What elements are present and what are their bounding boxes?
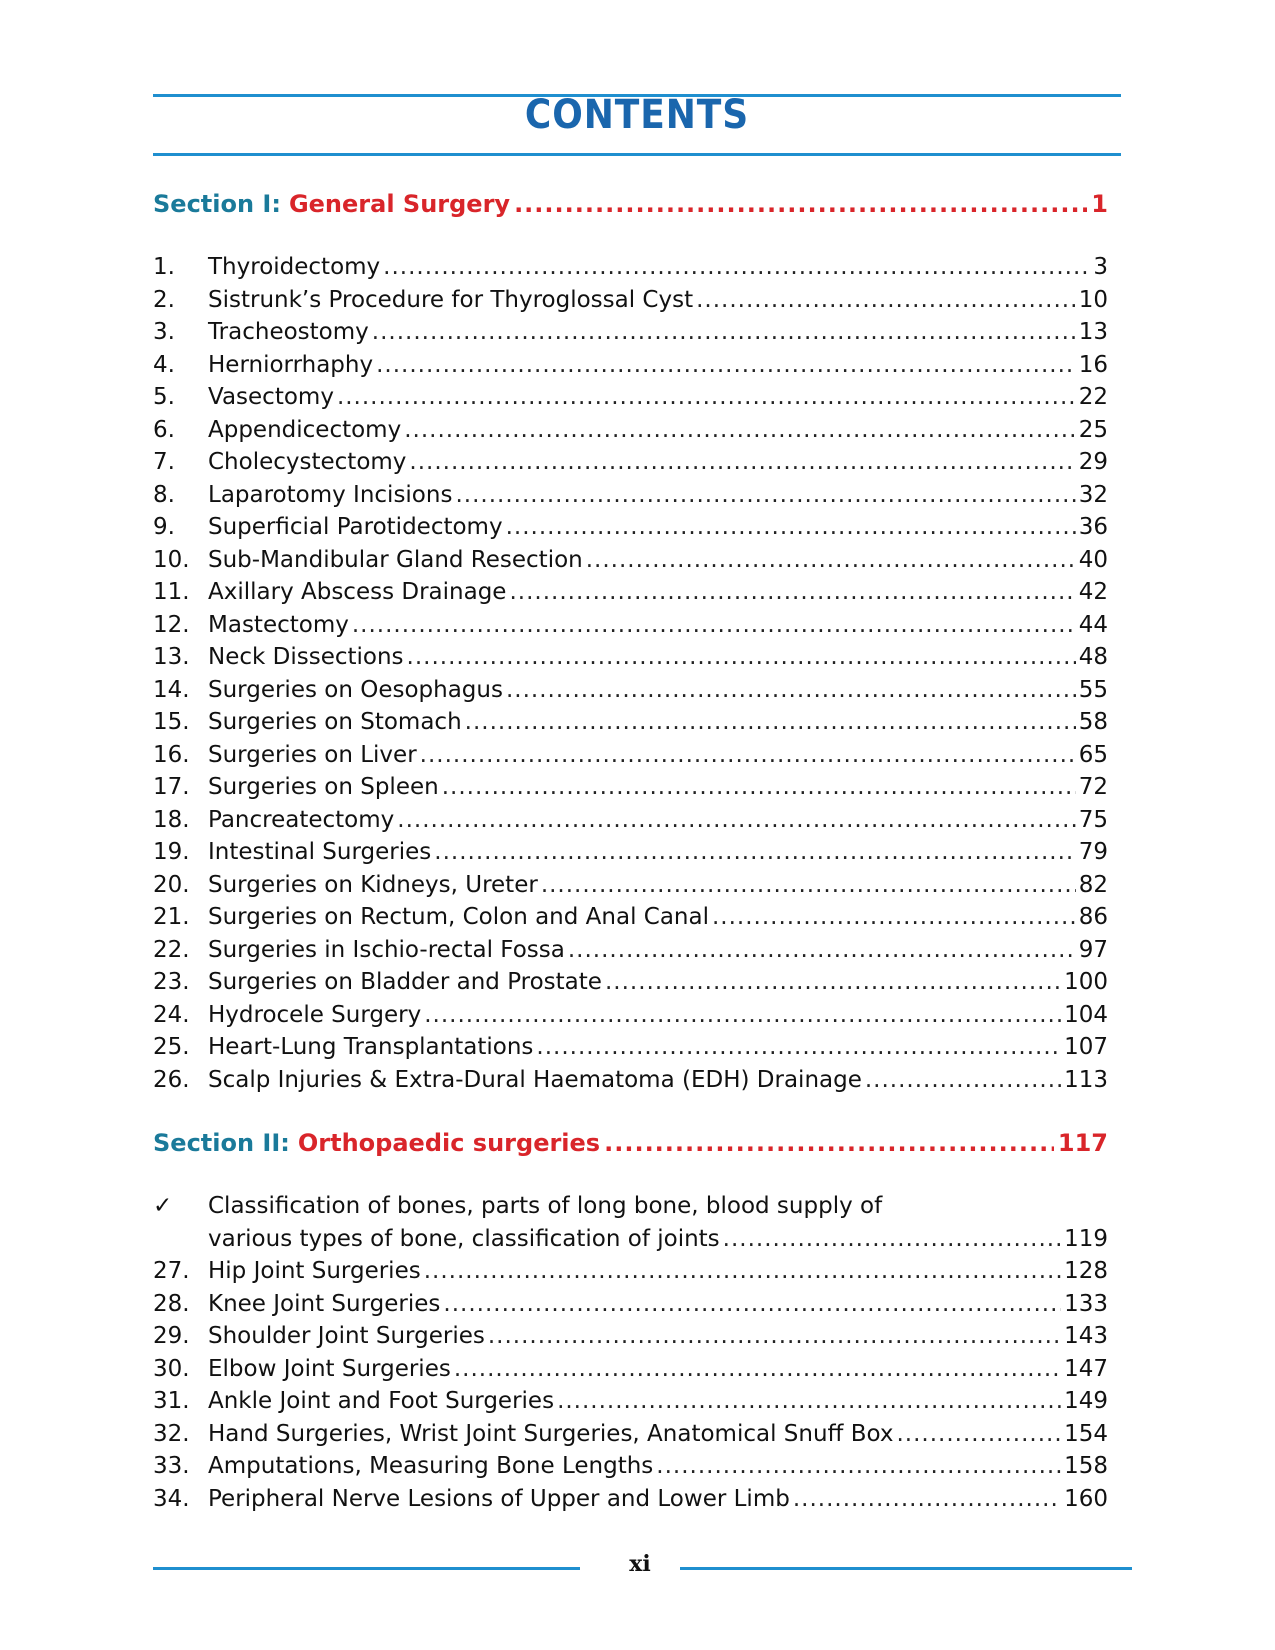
entry-title: Appendicectomy bbox=[208, 416, 402, 443]
toc-entry[interactable] bbox=[153, 579, 1108, 612]
entry-number: 7. bbox=[153, 449, 175, 475]
entry-page: 32 bbox=[1078, 481, 1108, 508]
dot-leader bbox=[723, 1226, 1061, 1252]
entry-number: 27. bbox=[153, 1258, 190, 1284]
entry-page: 75 bbox=[1078, 806, 1108, 833]
entry-title: Herniorrhaphy bbox=[208, 351, 374, 378]
entry-title: Peripheral Nerve Lesions of Upper and Lower Limb bbox=[208, 1485, 790, 1512]
entry-title: Scalp Injuries & Extra-Dural Haematoma (EDH) Drainage bbox=[208, 1066, 862, 1093]
entry-title: Amputations, Measuring Bone Lengths bbox=[208, 1453, 654, 1479]
entry-page: 97 bbox=[1078, 936, 1108, 963]
section-items bbox=[153, 1258, 1108, 1518]
entry-title: Shoulder Joint Surgeries bbox=[208, 1323, 485, 1349]
dot-leader bbox=[337, 384, 1076, 410]
dot-leader bbox=[514, 190, 1087, 218]
entry-title: Elbow Joint Surgeries bbox=[208, 1355, 451, 1382]
entry-title: Surgeries on Kidneys, Ureter bbox=[208, 871, 538, 898]
dot-leader bbox=[605, 969, 1061, 995]
toc-entry[interactable] bbox=[153, 1258, 1108, 1291]
dot-leader bbox=[793, 1486, 1061, 1512]
page-number: xi bbox=[629, 1551, 651, 1577]
dot-leader bbox=[586, 547, 1076, 573]
toc-entry[interactable] bbox=[153, 1034, 1108, 1067]
dot-leader bbox=[397, 807, 1075, 833]
entry-number: 20. bbox=[153, 871, 190, 898]
toc-entry[interactable] bbox=[153, 384, 1108, 417]
entry-page: 65 bbox=[1078, 741, 1108, 768]
dot-leader bbox=[506, 514, 1076, 540]
toc-entry[interactable] bbox=[153, 1323, 1108, 1356]
dot-leader bbox=[506, 677, 1076, 703]
entry-title: Hip Joint Surgeries bbox=[208, 1258, 421, 1284]
check-icon: ✓ bbox=[153, 1193, 173, 1219]
entry-page: 10 bbox=[1078, 286, 1108, 313]
entry-page: 29 bbox=[1078, 449, 1108, 475]
entry-number: 32. bbox=[153, 1420, 190, 1447]
dot-leader bbox=[557, 1388, 1061, 1414]
section-page: 1 bbox=[1091, 190, 1108, 218]
dot-leader bbox=[352, 612, 1076, 638]
toc-entry[interactable] bbox=[153, 1388, 1108, 1421]
entry-title: Sistrunk’s Procedure for Thyroglossal Cyst bbox=[208, 286, 694, 313]
entry-number: 22. bbox=[153, 936, 190, 963]
toc-entry[interactable] bbox=[153, 514, 1108, 547]
toc-entry[interactable] bbox=[153, 677, 1108, 710]
entry-title: Neck Dissections bbox=[208, 644, 404, 670]
entry-page: 36 bbox=[1078, 514, 1108, 540]
dot-leader bbox=[488, 1323, 1061, 1349]
entry-title: Tracheostomy bbox=[208, 319, 369, 345]
toc-entry[interactable] bbox=[153, 742, 1108, 775]
page-title: CONTENTS bbox=[524, 92, 750, 138]
entry-title: Ankle Joint and Foot Surgeries bbox=[208, 1388, 555, 1414]
entry-page: 149 bbox=[1064, 1388, 1108, 1414]
toc-entry[interactable] bbox=[153, 352, 1108, 385]
entry-page: 160 bbox=[1064, 1485, 1108, 1512]
dot-leader bbox=[454, 1356, 1061, 1382]
title-underline bbox=[153, 153, 1121, 156]
entry-page: 44 bbox=[1078, 611, 1108, 638]
entry-title: Superficial Parotidectomy bbox=[208, 514, 503, 540]
entry-number: 18. bbox=[153, 806, 190, 833]
entry-page: 72 bbox=[1078, 774, 1108, 800]
toc-entry[interactable] bbox=[153, 482, 1108, 515]
entry-number: 25. bbox=[153, 1034, 190, 1060]
entry-page: 42 bbox=[1078, 579, 1108, 605]
entry-page: 58 bbox=[1078, 709, 1108, 735]
dot-leader bbox=[509, 579, 1075, 605]
section-label: Section II: bbox=[153, 1129, 290, 1157]
entry-number: 16. bbox=[153, 741, 190, 768]
dot-leader bbox=[409, 449, 1075, 475]
dot-leader bbox=[420, 742, 1076, 768]
entry-page: 16 bbox=[1078, 351, 1108, 378]
entry-page: 40 bbox=[1078, 546, 1108, 573]
toc-entry[interactable] bbox=[153, 872, 1108, 905]
entry-number: 31. bbox=[153, 1388, 190, 1414]
dot-leader bbox=[568, 937, 1076, 963]
entry-number: 12. bbox=[153, 611, 190, 638]
entry-page: 79 bbox=[1078, 839, 1108, 865]
entry-page: 113 bbox=[1064, 1066, 1108, 1093]
entry-title: Surgeries on Liver bbox=[208, 741, 417, 768]
dot-leader bbox=[424, 1258, 1061, 1284]
toc-entry[interactable] bbox=[153, 709, 1108, 742]
entry-title: Surgeries on Spleen bbox=[208, 774, 439, 800]
toc-entry[interactable] bbox=[153, 1002, 1108, 1035]
section-name: Orthopaedic surgeries bbox=[297, 1129, 601, 1157]
toc-entry[interactable] bbox=[153, 612, 1108, 645]
dot-leader bbox=[604, 1129, 1054, 1157]
dot-leader bbox=[865, 1067, 1061, 1093]
dot-leader bbox=[712, 904, 1076, 930]
entry-number: 17. bbox=[153, 774, 190, 800]
entry-title: Surgeries on Rectum, Colon and Anal Canal bbox=[208, 904, 709, 930]
entry-title: Heart-Lung Transplantations bbox=[208, 1034, 534, 1060]
toc-entry[interactable] bbox=[153, 774, 1108, 807]
entry-page: 143 bbox=[1064, 1323, 1108, 1349]
entry-title: Hydrocele Surgery bbox=[208, 1001, 422, 1028]
toc-entry[interactable] bbox=[153, 937, 1108, 970]
dot-leader bbox=[696, 287, 1076, 313]
entry-page: 154 bbox=[1064, 1420, 1108, 1447]
entry-title: Axillary Abscess Drainage bbox=[208, 579, 507, 605]
toc-entry[interactable] bbox=[153, 254, 1108, 287]
entry-title: Laparotomy Incisions bbox=[208, 481, 453, 508]
dot-leader bbox=[442, 774, 1076, 800]
entry-number: 23. bbox=[153, 969, 190, 995]
entry-page: 158 bbox=[1064, 1453, 1108, 1479]
toc-entry[interactable] bbox=[153, 1453, 1108, 1486]
entry-title: Surgeries in Ischio-rectal Fossa bbox=[208, 936, 565, 963]
toc-entry-intro[interactable] bbox=[153, 1193, 1108, 1226]
dot-leader bbox=[541, 872, 1076, 898]
entry-number: 9. bbox=[153, 514, 175, 540]
toc-entry[interactable] bbox=[153, 287, 1108, 320]
entry-number: 15. bbox=[153, 709, 190, 735]
entry-number: 24. bbox=[153, 1001, 190, 1028]
entry-title: Surgeries on Oesophagus bbox=[208, 676, 503, 703]
entry-number: 10. bbox=[153, 546, 190, 573]
entry-number: 2. bbox=[153, 286, 175, 313]
dot-leader bbox=[465, 709, 1076, 735]
entry-title: Mastectomy bbox=[208, 611, 349, 638]
entry-title: Surgeries on Stomach bbox=[208, 709, 462, 735]
toc-entry[interactable] bbox=[153, 1421, 1108, 1454]
entry-page: 147 bbox=[1064, 1355, 1108, 1382]
footer-rule-left bbox=[153, 1567, 580, 1570]
dot-leader bbox=[443, 1291, 1061, 1317]
entry-page: 82 bbox=[1078, 871, 1108, 898]
entry-page: 133 bbox=[1064, 1290, 1108, 1317]
dot-leader bbox=[424, 1002, 1061, 1028]
dot-leader bbox=[407, 644, 1076, 670]
entry-number: 4. bbox=[153, 351, 175, 378]
toc-entry[interactable] bbox=[153, 449, 1108, 482]
entry-number: 34. bbox=[153, 1485, 190, 1512]
toc-entry[interactable] bbox=[153, 839, 1108, 872]
entry-page: 22 bbox=[1078, 384, 1108, 410]
dot-leader bbox=[656, 1453, 1061, 1479]
toc-entry[interactable] bbox=[153, 1067, 1108, 1100]
entry-title-line1: Classification of bones, parts of long bone, blood supply of bbox=[208, 1193, 883, 1219]
entry-number: 33. bbox=[153, 1453, 190, 1479]
entry-page: 3 bbox=[1093, 254, 1108, 280]
entry-number: 5. bbox=[153, 384, 175, 410]
toc-entry-intro-continued[interactable] bbox=[153, 1226, 1108, 1259]
dot-leader bbox=[376, 352, 1076, 378]
entry-title: Thyroidectomy bbox=[208, 254, 381, 280]
section-heading[interactable] bbox=[153, 1129, 1108, 1163]
dot-leader bbox=[404, 417, 1076, 443]
entry-title-line2: various types of bone, classification of joints bbox=[208, 1225, 720, 1252]
toc-entry[interactable] bbox=[153, 644, 1108, 677]
dot-leader bbox=[372, 319, 1076, 345]
section-name: General Surgery bbox=[288, 190, 511, 218]
entry-page: 119 bbox=[1064, 1225, 1108, 1252]
toc-entry[interactable] bbox=[153, 417, 1108, 450]
section-label: Section I: bbox=[153, 190, 281, 218]
dot-leader bbox=[434, 839, 1075, 865]
toc-entry[interactable] bbox=[153, 1486, 1108, 1519]
entry-page: 100 bbox=[1064, 969, 1108, 995]
toc-entry[interactable] bbox=[153, 1356, 1108, 1389]
section-items bbox=[153, 254, 1108, 1099]
toc-entry[interactable] bbox=[153, 1291, 1108, 1324]
entry-title: Knee Joint Surgeries bbox=[208, 1290, 441, 1317]
dot-leader bbox=[896, 1421, 1061, 1447]
entry-title: Sub-Mandibular Gland Resection bbox=[208, 546, 583, 573]
dot-leader bbox=[536, 1034, 1061, 1060]
table-of-contents bbox=[153, 190, 1108, 1518]
entry-number: 13. bbox=[153, 644, 190, 670]
entry-title: Cholecystectomy bbox=[208, 449, 407, 475]
entry-page: 55 bbox=[1078, 676, 1108, 703]
entry-page: 48 bbox=[1078, 644, 1108, 670]
entry-page: 25 bbox=[1078, 416, 1108, 443]
entry-page: 104 bbox=[1064, 1001, 1108, 1028]
entry-number: 21. bbox=[153, 904, 190, 930]
dot-leader bbox=[383, 254, 1090, 280]
entry-title: Surgeries on Bladder and Prostate bbox=[208, 969, 602, 995]
entry-page: 13 bbox=[1078, 319, 1108, 345]
entry-page: 128 bbox=[1064, 1258, 1108, 1284]
toc-entry[interactable] bbox=[153, 807, 1108, 840]
entry-page: 86 bbox=[1078, 904, 1108, 930]
entry-title: Vasectomy bbox=[208, 384, 334, 410]
toc-entry[interactable] bbox=[153, 319, 1108, 352]
entry-number: 1. bbox=[153, 254, 175, 280]
toc-entry[interactable] bbox=[153, 969, 1108, 1002]
toc-entry[interactable] bbox=[153, 904, 1108, 937]
entry-number: 8. bbox=[153, 481, 175, 508]
entry-number: 30. bbox=[153, 1355, 190, 1382]
entry-number: 6. bbox=[153, 416, 175, 443]
entry-number: 3. bbox=[153, 319, 175, 345]
section-page: 117 bbox=[1057, 1129, 1108, 1157]
entry-number: 14. bbox=[153, 676, 190, 703]
entry-number: 11. bbox=[153, 579, 190, 605]
entry-number: 29. bbox=[153, 1323, 190, 1349]
section-heading[interactable] bbox=[153, 190, 1108, 224]
entry-page: 107 bbox=[1064, 1034, 1108, 1060]
entry-title: Pancreatectomy bbox=[208, 806, 395, 833]
entry-number: 26. bbox=[153, 1066, 190, 1093]
entry-title: Intestinal Surgeries bbox=[208, 839, 432, 865]
toc-entry[interactable] bbox=[153, 547, 1108, 580]
dot-leader bbox=[455, 482, 1075, 508]
entry-title: Hand Surgeries, Wrist Joint Surgeries, Anatomical Snuff Box bbox=[208, 1420, 894, 1447]
entry-number: 28. bbox=[153, 1290, 190, 1317]
entry-number: 19. bbox=[153, 839, 190, 865]
footer-rule-right bbox=[680, 1567, 1132, 1570]
